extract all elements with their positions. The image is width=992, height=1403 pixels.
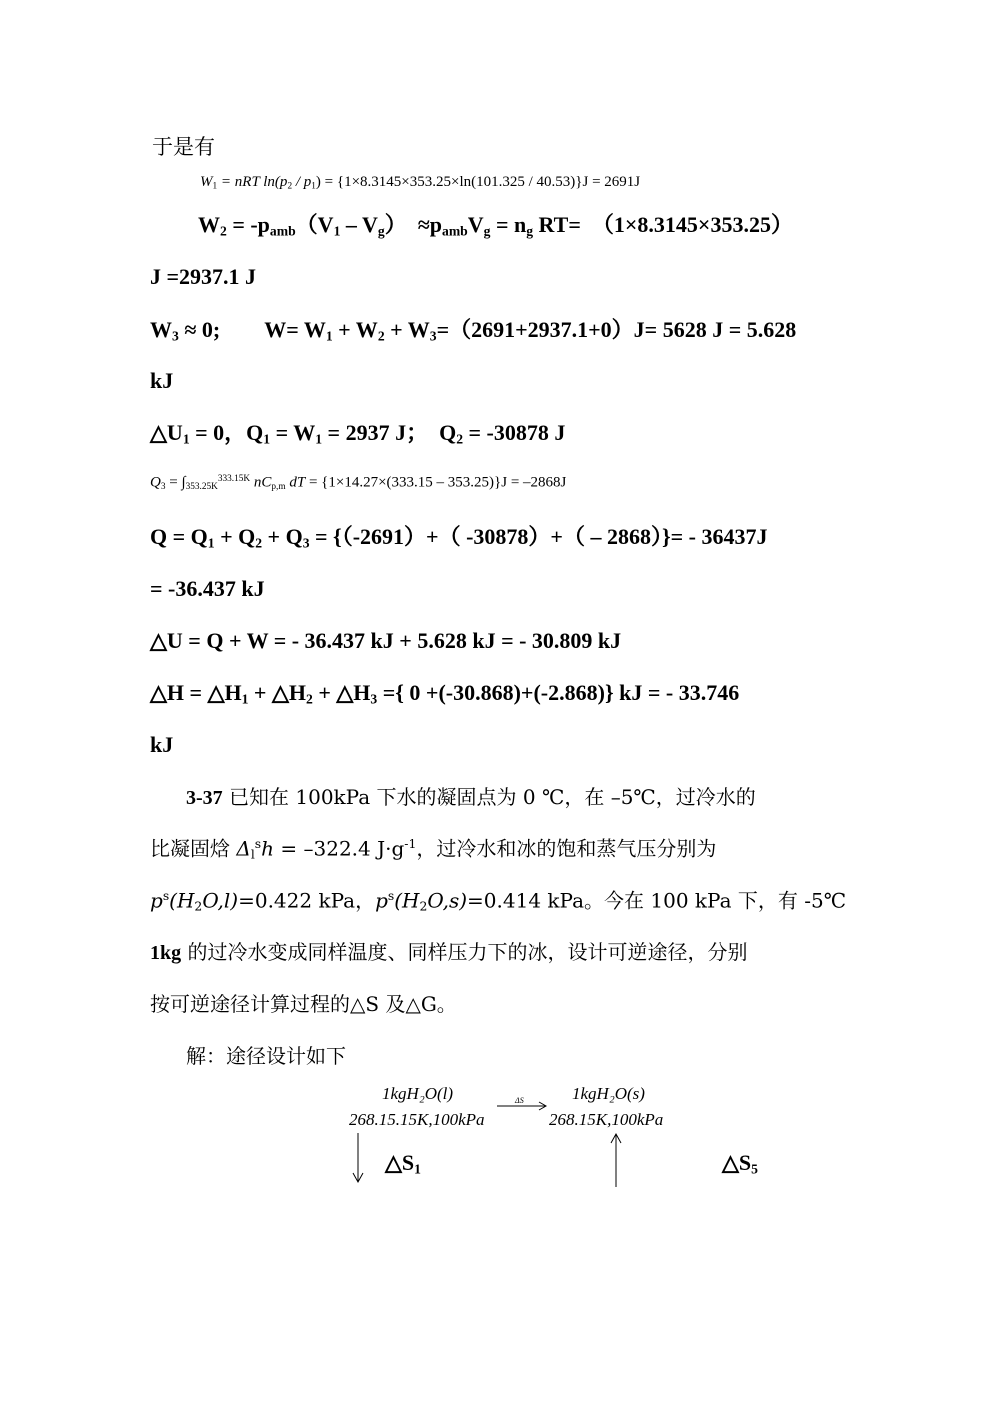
text-line bbox=[150, 994, 457, 1014]
text-run: + △H bbox=[248, 680, 306, 705]
final-conditions: 268.15K,100kPa bbox=[549, 1110, 664, 1129]
text-run: 按可逆途径计算过程的△S 及△G。 bbox=[150, 992, 457, 1016]
text-run: 于是有 bbox=[152, 135, 215, 159]
subscript: p,m bbox=[271, 481, 286, 492]
up-arrow-icon bbox=[608, 1132, 624, 1188]
text-run: O,l) bbox=[202, 888, 239, 913]
text-line bbox=[200, 175, 640, 192]
superscript: s bbox=[162, 888, 170, 903]
text-run: W bbox=[198, 212, 220, 237]
subscript: 3 bbox=[370, 691, 378, 707]
subscript: 1 bbox=[241, 691, 249, 707]
superscript: s bbox=[254, 836, 262, 851]
text-run: V bbox=[467, 212, 484, 237]
text-run: = -36.437 kJ bbox=[150, 576, 265, 601]
subscript: 3 bbox=[429, 328, 437, 344]
subscript: g bbox=[377, 223, 385, 239]
subscript: 3 bbox=[172, 328, 179, 344]
text-run: △U = Q + W = - 36.437 kJ + 5.628 kJ = - 30.809 kJ bbox=[150, 628, 622, 653]
subscript: 1 bbox=[315, 431, 323, 447]
down-arrow-icon bbox=[350, 1132, 366, 1184]
subscript: 2 bbox=[377, 328, 385, 344]
subscript: 2 bbox=[306, 691, 313, 707]
text-run: = ∫ bbox=[165, 474, 186, 491]
text-run: + △H bbox=[312, 680, 371, 705]
subscript: 2 bbox=[419, 898, 428, 914]
text-run: O,s) bbox=[427, 888, 468, 913]
text-run: 的过冷水变成同样温度、同样压力下的冰，设计可逆途径，分别 bbox=[181, 940, 748, 964]
text-run: Q = Q bbox=[150, 524, 208, 549]
subscript: 2 bbox=[456, 431, 464, 447]
text-run: 1kg bbox=[150, 942, 182, 964]
subscript: amb bbox=[269, 223, 296, 239]
text-line bbox=[150, 630, 621, 652]
subscript: g bbox=[483, 223, 491, 239]
subscript: 1 bbox=[207, 535, 215, 551]
text-run: ) = {1×8.3145×353.25×ln(101.325 / 40.53)}J = 2691J bbox=[315, 174, 641, 190]
subscript: g bbox=[526, 223, 534, 239]
text-run: = –322.4 J·g bbox=[274, 836, 405, 861]
initial-state: 1kgH₂O(l) bbox=[382, 1084, 454, 1103]
text-run: (H bbox=[394, 888, 420, 913]
text-run: ，过冷水和冰的饱和蒸气压分别为 bbox=[416, 836, 717, 861]
text-run: + Q bbox=[262, 524, 303, 549]
text-run: ={ 0 +(-30.868)+(-2.868)} kJ = - 33.746 bbox=[377, 680, 740, 705]
delta-s5-text: △S bbox=[722, 1150, 752, 1175]
subscript: 1 bbox=[325, 328, 333, 344]
text-line bbox=[152, 137, 215, 158]
text-run: 3-37 bbox=[186, 787, 223, 809]
text-line bbox=[150, 319, 796, 343]
text-run: = -p bbox=[226, 212, 270, 237]
delta-s1-label bbox=[385, 1150, 421, 1177]
text-run: nC bbox=[250, 474, 272, 491]
superscript: 333.15K bbox=[217, 474, 251, 484]
text-line bbox=[186, 1046, 346, 1066]
text-run: W bbox=[200, 174, 213, 190]
text-line bbox=[150, 578, 265, 600]
text-line bbox=[150, 942, 747, 963]
text-run: = 2937 J； Q bbox=[322, 420, 457, 445]
superscript: -1 bbox=[404, 836, 417, 851]
text-run: RT= （1×8.3145×353.25） bbox=[533, 212, 793, 237]
text-run: = -30878 J bbox=[463, 420, 566, 445]
text-run: + Q bbox=[214, 524, 256, 549]
text-line bbox=[150, 838, 716, 861]
final-state: 1kgH₂O(s) bbox=[572, 1084, 645, 1103]
text-run: (H bbox=[169, 888, 195, 913]
text-line bbox=[186, 787, 756, 808]
subscript: 2 bbox=[220, 223, 227, 239]
right-arrow-icon bbox=[496, 1100, 548, 1112]
text-run: = {1×14.27×(333.15 – 353.25)}J = –2868J bbox=[305, 474, 567, 491]
subscript: 1 bbox=[263, 431, 271, 447]
text-run: Δ bbox=[236, 836, 251, 861]
text-run: = W bbox=[270, 420, 316, 445]
text-run: dT bbox=[285, 474, 306, 491]
text-run: = n bbox=[490, 212, 527, 237]
text-line bbox=[150, 266, 256, 288]
text-run: =0.422 kPa， bbox=[238, 888, 376, 913]
delta-s1-subscript: 1 bbox=[414, 1161, 421, 1177]
text-run: + W bbox=[384, 317, 430, 342]
text-run: p bbox=[375, 888, 388, 913]
text-run: 比凝固焓 bbox=[150, 836, 237, 861]
text-run: ） ≈p bbox=[384, 212, 442, 237]
text-run: h bbox=[261, 836, 275, 861]
text-run: – V bbox=[340, 212, 378, 237]
text-run: =（2691+2937.1+0）J= 5628 J = 5.628 bbox=[436, 317, 797, 342]
text-run: + W bbox=[332, 317, 378, 342]
text-run: p bbox=[150, 888, 163, 913]
subscript: 1 bbox=[212, 181, 218, 192]
text-run: W bbox=[150, 317, 172, 342]
subscript: 2 bbox=[255, 535, 263, 551]
text-run: 已知在 100kPa 下水的凝固点为 0 ℃，在 –5℃，过冷水的 bbox=[222, 785, 756, 809]
subscript: 1 bbox=[311, 181, 316, 192]
text-run: △H = △H bbox=[150, 680, 242, 705]
text-run: ≈ 0; W= W bbox=[178, 317, 326, 342]
delta-s1-text: △S bbox=[385, 1150, 415, 1175]
delta-s5-subscript: 5 bbox=[751, 1161, 758, 1177]
text-run: / p bbox=[292, 174, 312, 190]
subscript: 3 bbox=[160, 481, 166, 492]
subscript: 353.25K bbox=[185, 481, 218, 492]
text-line bbox=[150, 890, 846, 913]
subscript: 2 bbox=[287, 181, 293, 192]
text-run: = nRT ln(p bbox=[217, 174, 288, 190]
text-line bbox=[150, 475, 566, 492]
text-run: = {（-2691）+（ -30878）+（ – 2868）}= - 36437J bbox=[309, 524, 768, 549]
text-line bbox=[150, 370, 173, 392]
subscript: l bbox=[250, 846, 255, 862]
delta-s5-label bbox=[722, 1150, 758, 1177]
text-run: =0.414 kPa。今在 100 kPa 下，有 -5℃ bbox=[467, 888, 847, 913]
text-line bbox=[150, 734, 173, 756]
text-run: kJ bbox=[150, 732, 174, 757]
text-run: = 0，Q bbox=[189, 420, 264, 445]
text-run: 解：途径设计如下 bbox=[186, 1044, 346, 1068]
text-run: J =2937.1 J bbox=[150, 264, 257, 289]
subscript: amb bbox=[442, 223, 468, 239]
arrow-label: ΔS bbox=[515, 1096, 524, 1105]
text-run: （V bbox=[295, 212, 334, 237]
text-line bbox=[150, 682, 739, 706]
subscript: 3 bbox=[302, 535, 310, 551]
superscript: s bbox=[387, 888, 395, 903]
text-run: Q bbox=[150, 474, 161, 491]
text-line bbox=[150, 422, 565, 446]
initial-conditions: 268.15.15K,100kPa bbox=[349, 1110, 485, 1129]
subscript: 2 bbox=[194, 898, 203, 914]
text-line bbox=[150, 526, 767, 550]
text-line bbox=[198, 214, 793, 238]
subscript: 1 bbox=[182, 431, 190, 447]
text-run: △U bbox=[150, 420, 183, 445]
text-run: kJ bbox=[150, 368, 174, 393]
subscript: 1 bbox=[333, 223, 341, 239]
